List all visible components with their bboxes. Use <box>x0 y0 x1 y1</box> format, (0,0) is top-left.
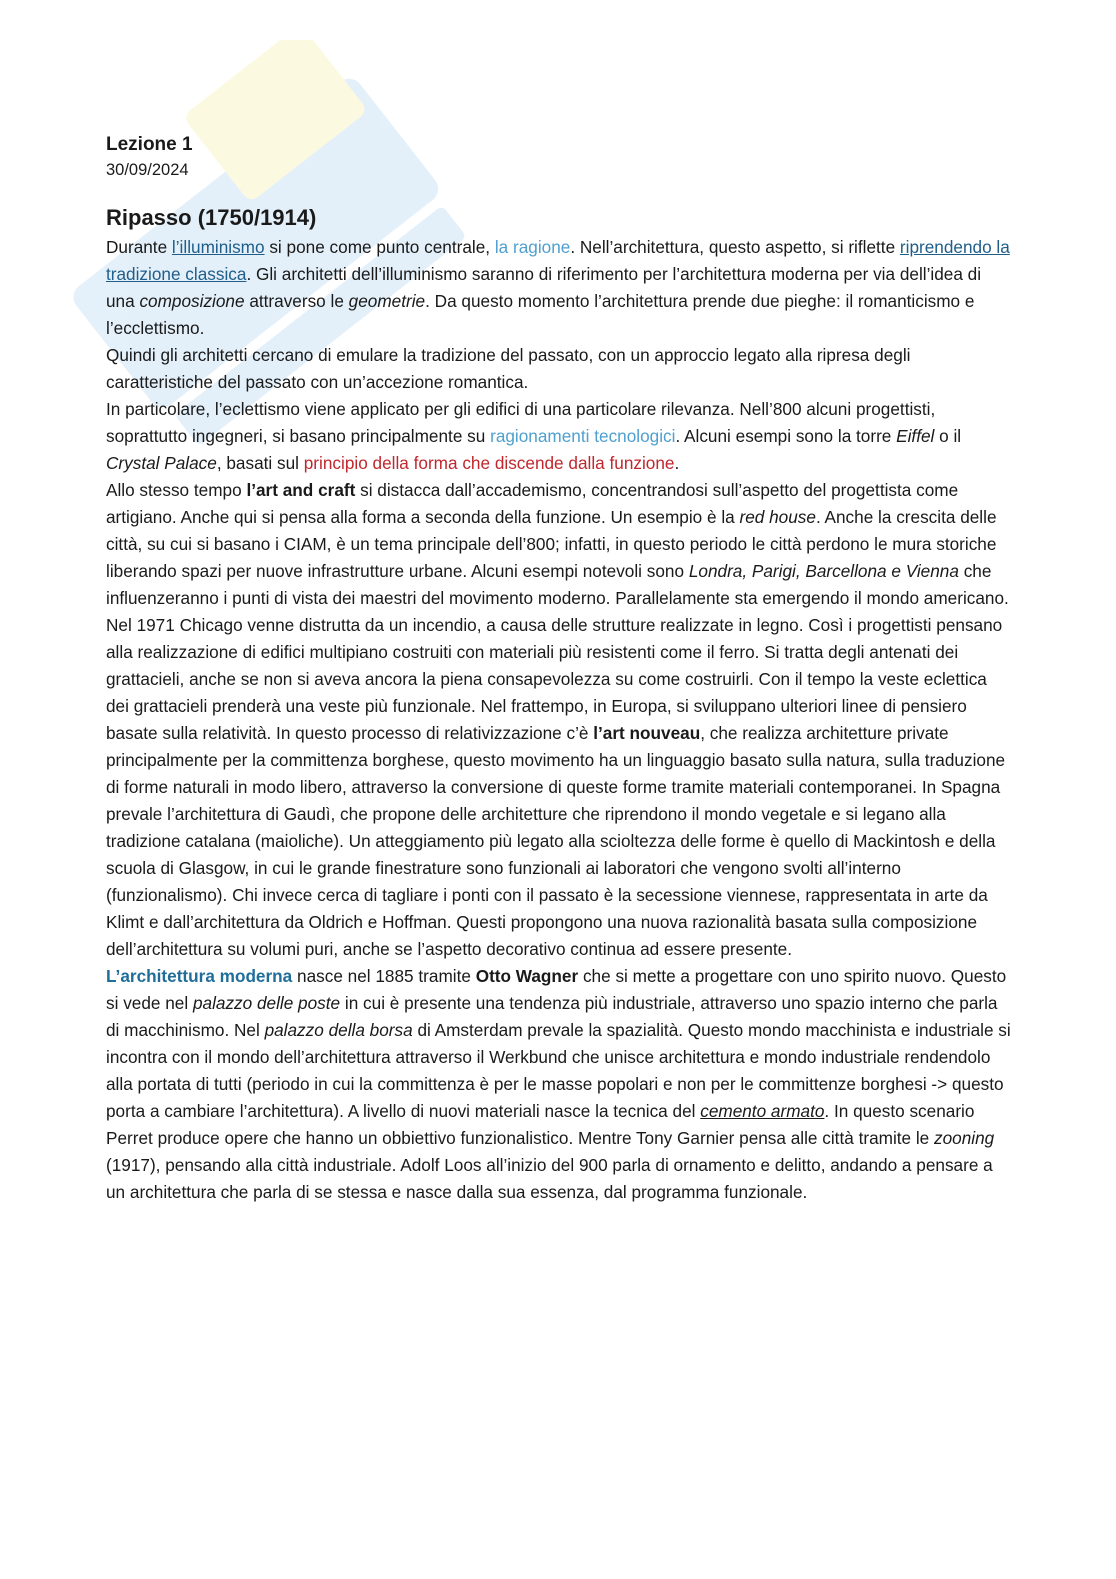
bold-art-and-craft: l’art and craft <box>246 480 356 500</box>
italic-geometrie: geometrie <box>348 291 426 311</box>
highlight-architettura-moderna: L’architettura moderna <box>106 966 293 986</box>
text-span: . Anche la crescita delle città, su cui si basano i CIAM, è un tema principale dell’800; infatti, in questo periodo le città perdono le mura storiche liberando spazi per nuove infrastrutture urbane. Alcuni esempi notevoli sono <box>106 507 997 581</box>
paragraph-illuminismo <box>106 234 1011 342</box>
italic-cemento-armato: cemento armato <box>700 1101 825 1121</box>
text-span: si pone come punto centrale, <box>264 237 495 257</box>
text-span: Durante <box>106 237 172 257</box>
text-span: di Amsterdam prevale la spazialità. Questo mondo macchinista e industriale si incontra con il mondo dell’architettura attraverso il Werkbund che unisce architettura e mondo industriale rendendolo alla portata di tutti (periodo in cui la committenza è per le masse popolari e non per le committenze borghesi -> questo porta a cambiare l’architettura). A livello di nuovi materiali nasce la tecnica del <box>106 1020 1011 1121</box>
italic-citta: Londra, Parigi, Barcellona e Vienna <box>688 561 959 581</box>
text-span: . In questo scenario Perret produce opere che hanno un obbiettivo funzionalistico. Mentre Tony Garnier pensa alle città tramite le <box>106 1101 975 1148</box>
text-span: . Alcuni esempi sono la torre <box>675 426 897 446</box>
italic-red-house: red house <box>739 507 816 527</box>
paragraph-architettura-moderna <box>106 963 1011 1206</box>
text-span: si distacca dall’accademismo, concentrandosi sull’aspetto del progettista come artigiano. Anche qui si pensa alla forma a seconda della funzione. Un esempio è la <box>106 480 959 527</box>
italic-palazzo-poste: palazzo delle poste <box>192 993 341 1013</box>
italic-eiffel: Eiffel <box>896 426 935 446</box>
link-tradizione-classica: riprendendo la tradizione classica <box>106 237 1010 284</box>
highlight-ragione: la ragione <box>494 237 571 257</box>
text-span: che si mette a progettare con uno spirito nuovo. Questo si vede nel <box>106 966 1007 1013</box>
highlight-ragionamenti-tecnologici: ragionamenti tecnologici <box>490 426 676 446</box>
highlight-principio-forma: principio della forma che discende dalla funzione <box>303 453 675 473</box>
document-page <box>106 132 1011 1206</box>
text-span: . Da questo momento l’architettura prende due pieghe: il romanticismo e l’ecclettismo. <box>106 291 975 338</box>
link-illuminismo: l’illuminismo <box>171 237 265 257</box>
paragraph-art-and-craft <box>106 477 1011 963</box>
paragraph-tradizione: Quindi gli architetti cercano di emulare la tradizione del passato, con un approccio legato alla ripresa degli caratteristiche del passato con un’accezione romantica. <box>106 345 911 392</box>
text-span: o il <box>934 426 962 446</box>
text-span: in cui è presente una tendenza più industriale, attraverso uno spazio interno che parla di macchinismo. Nel <box>106 993 998 1040</box>
text-span: , basati sul <box>216 453 304 473</box>
italic-crystal-palace: Crystal Palace <box>106 453 217 473</box>
lesson-date: 30/09/2024 <box>106 161 189 179</box>
section-title: Ripasso (1750/1914) <box>106 205 317 230</box>
bold-otto-wagner: Otto Wagner <box>475 966 579 986</box>
text-span: . Nell’architettura, questo aspetto, si riflette <box>570 237 900 257</box>
italic-zooning: zooning <box>934 1128 995 1148</box>
bold-art-nouveau: l’art nouveau <box>593 723 701 743</box>
text-span: (1917), pensando alla città industriale. Adolf Loos all’inizio del 900 parla di ornamento e delitto, andando a pensare a un architettura che parla di se stessa e nasce dalla sua essenza, dal programma funzionale. <box>106 1155 993 1202</box>
text-span: Allo stesso tempo <box>106 480 247 500</box>
text-span: . <box>674 453 680 473</box>
italic-composizione: composizione <box>139 291 245 311</box>
text-span: che influenzeranno i punti di vista dei maestri del movimento moderno. Parallelamente sta emergendo il mondo americano. Nel 1971 Chicago venne distrutta da un incendio, a causa delle strutture realizzate in legno. Così i progettisti pensano alla realizzazione di edifici multipiano costruiti con materiali più resistenti come il ferro. Si tratta degli antenati dei grattacieli, anche se non si aveva ancora la piena consapevolezza su come costruirli. Con il tempo la veste eclettica dei grattacieli prenderà una veste più funzionale. Nel frattempo, in Europa, si sviluppano ulteriori linee di pensiero basate sulla relatività. In questo processo di relativizzazione c’è <box>106 561 1009 743</box>
text-span: attraverso le <box>244 291 349 311</box>
lesson-title: Lezione 1 <box>106 134 193 155</box>
paragraph-eclettismo <box>106 396 1011 477</box>
text-span: nasce nel 1885 tramite <box>292 966 476 986</box>
italic-palazzo-borsa: palazzo della borsa <box>264 1020 413 1040</box>
text-span: , che realizza architetture private principalmente per la committenza borghese, questo movimento ha un linguaggio basato sulla natura, sulla traduzione di forme naturali in modo libero, attraverso la conversione di queste forme tramite materiali contemporanei. In Spagna prevale l’architettura di Gaudì, che propone delle architetture che riprendono il mondo vegetale e si legano alla tradizione catalana (maioliche). Un atteggiamento più legato alla scioltezza delle forme è quello di Mackintosh e della scuola di Glasgow, in cui le grande finestrature sono funzionali ai laboratori che vengono svolti all’interno (funzionalismo). Chi invece cerca di tagliare i ponti con il passato è la secessione viennese, rappresentata in arte da Klimt e dall’architettura da Oldrich e Hoffman. Questi propongono una nuova razionalità basata sulla composizione dell’architettura su volumi puri, anche se l’aspetto decorativo continua ad essere presente. <box>106 723 1006 959</box>
text-span: . Gli architetti dell’illuminismo saranno di riferimento per l’architettura moderna per via dell’idea di una <box>106 264 982 311</box>
text-span: In particolare, l’eclettismo viene applicato per gli edifici di una particolare rilevanza. Nell’800 alcuni progettisti, soprattutto ingegneri, si basano principalmente su <box>106 399 936 446</box>
